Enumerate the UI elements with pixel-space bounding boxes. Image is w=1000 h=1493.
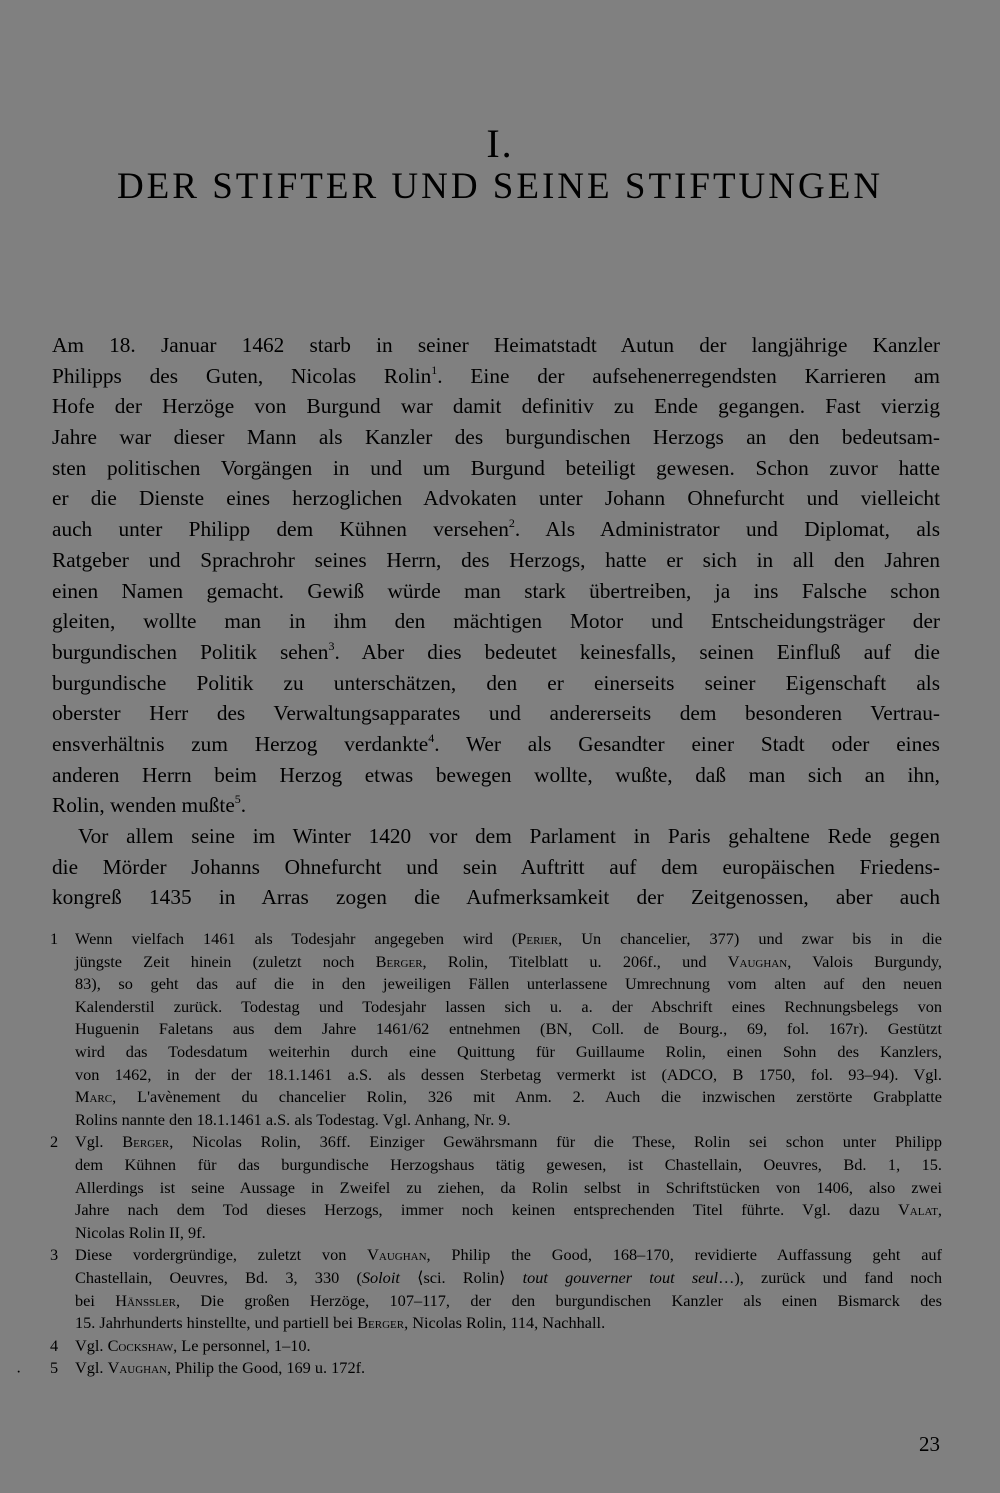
- footnote-4: [50, 1335, 942, 1358]
- body-line: [52, 545, 940, 576]
- text-segment: burgundischen Politik sehen: [52, 639, 329, 664]
- footnote-ref: 2: [508, 516, 515, 531]
- text-segment: , Philip the Good, 169 u. 172f.: [166, 1358, 366, 1378]
- text-segment: …), zurück und fand noch: [718, 1267, 943, 1287]
- text-segment: die Mörder Johanns Ohnefurcht und sein Auftritt auf dem europäischen Friedens-: [52, 854, 940, 879]
- text-segment: kongreß 1435 in Arras zogen die Aufmerksamkeit der Zeitgenossen, aber auch: [52, 885, 940, 910]
- quote-italic: tout gouverner tout seul: [522, 1267, 719, 1287]
- text-segment: einen Namen gemacht. Gewiß würde man stark übertreiben, ja ins Falsche schon: [52, 578, 940, 603]
- footnote-line: [75, 1290, 942, 1313]
- body-line: [52, 361, 940, 392]
- text-segment: , Philip the Good, 168–170, revidierte Auffassung geht auf: [426, 1245, 942, 1265]
- author-name: Berger: [357, 1313, 405, 1333]
- text-segment: Kalenderstil zurück. Todestag und Todesjahr lassen sich u. a. der Abschrift eines Rechnungsbelegs von: [75, 996, 942, 1016]
- footnote-number: 2: [50, 1132, 59, 1152]
- footnote-number: 1: [50, 929, 59, 948]
- text-segment: , Le personnel, 1–10.: [173, 1335, 311, 1355]
- footnote-line: [75, 1267, 942, 1290]
- footnote-line: [75, 1177, 942, 1200]
- text-segment: , Die großen Herzöge, 107–117, der den burgundischen Kanzler als einen Bismarck des: [175, 1290, 942, 1310]
- text-segment: oberster Herr des Verwaltungsapparates und andererseits dem besonderen Vertrau-: [52, 701, 940, 726]
- footnote-ref: 1: [431, 362, 438, 377]
- author-name: Vaughan: [367, 1245, 427, 1265]
- body-line: [52, 391, 940, 422]
- footnote-line: [75, 951, 942, 974]
- text-segment: Vor allem seine im Winter 1420 vor dem Parlament in Paris gehaltene Rede gegen: [78, 824, 940, 848]
- text-segment: , L'avènement du chancelier Rolin, 326 mit Anm. 2. Auch die inzwischen zerstörte Grabplatte: [112, 1087, 942, 1107]
- footnote-5: [50, 1357, 942, 1380]
- author-name: Berger: [122, 1132, 170, 1152]
- body-line: [52, 698, 940, 729]
- text-segment: Vgl.: [75, 1335, 108, 1355]
- text-segment: sten politischen Vorgängen in und um Burgund beteiligt gewesen. Schon zuvor hatte: [52, 455, 940, 480]
- text-segment: 83), so geht das auf die in den jeweiligen Fällen unterlassene Umrechnung vom alten auf den neuen: [75, 974, 942, 994]
- text-segment: , Rolin, Titelblatt u. 206f., und: [422, 951, 728, 971]
- text-segment: er die Dienste eines herzoglichen Advokaten unter Johann Ohnefurcht und vielleicht: [52, 486, 940, 511]
- footnote-line: [75, 1018, 942, 1041]
- quote-italic: Soloit: [361, 1267, 400, 1287]
- text-segment: Am 18. Januar 1462 starb in seiner Heimatstadt Autun der langjährige Kanzler: [52, 333, 940, 357]
- footnote-number: 4: [50, 1335, 59, 1355]
- text-segment: . Wer als Gesandter einer Stadt oder eines: [434, 731, 940, 756]
- body-line: [52, 330, 940, 361]
- text-segment: Jahre war dieser Mann als Kanzler des burgundischen Herzogs an den bedeutsam-: [52, 425, 940, 450]
- text-segment: . Eine der aufsehenerregendsten Karrieren am: [437, 363, 940, 388]
- text-segment: Nicolas Rolin II, 9f.: [75, 1222, 206, 1242]
- text-segment: , Nicolas Rolin, 36ff. Einziger Gewährsmann für die These, Rolin sei schon unter Philipp: [169, 1132, 942, 1152]
- author-name: Marc: [75, 1087, 113, 1107]
- text-segment: anderen Herrn beim Herzog etwas bewegen wollte, wußte, daß man sich an ihn,: [52, 762, 940, 787]
- footnote-line: [75, 973, 942, 996]
- footnote-line: [75, 1335, 942, 1358]
- footnote-line: [75, 1199, 942, 1222]
- text-segment: gleiten, wollte man in ihm den mächtigen Motor und Entscheidungsträger der: [52, 609, 940, 634]
- text-segment: auch unter Philipp dem Kühnen versehen: [52, 517, 509, 542]
- footnote-line: [75, 1064, 942, 1087]
- text-segment: , Un chancelier, 377) und zwar bis in die: [558, 929, 942, 948]
- text-segment: 15. Jahrhunderts hinstellte, und partiell bei: [75, 1313, 358, 1333]
- footnote-3: [50, 1244, 942, 1334]
- body-line: [52, 790, 940, 821]
- footnote-line: [75, 1131, 942, 1154]
- text-segment: Vgl.: [75, 1358, 108, 1378]
- text-segment: ensverhältnis zum Herzog verdankte: [52, 731, 429, 756]
- body-line: [52, 821, 940, 852]
- footnote-2: [50, 1131, 942, 1244]
- text-segment: Jahre nach dem Tod dieses Herzogs, immer noch keinen entsprechenden Titel führte. Vgl. dazu: [75, 1200, 899, 1220]
- text-segment: Rolins nannte den 18.1.1461 a.S. als Todestag. Vgl. Anhang, Nr. 9.: [75, 1109, 511, 1129]
- text-segment: Ratgeber und Sprachrohr seines Herrn, des Herzogs, hatte er sich in all den Jahren: [52, 547, 940, 572]
- body-line: [52, 453, 940, 484]
- footnote-ref: 3: [328, 638, 335, 653]
- footnote-line: [75, 928, 942, 951]
- text-segment: von 1462, in der der 18.1.1461 a.S. als dessen Sterbetag vermerkt ist (ADCO, B 1750, fol. 93–94). Vgl.: [75, 1064, 942, 1084]
- text-segment: Hofe der Herzöge von Burgund war damit definitiv zu Ende gegangen. Fast vierzig: [52, 394, 940, 419]
- body-line: [52, 576, 940, 607]
- footnote-line: [75, 1154, 942, 1177]
- body-line: [52, 606, 940, 637]
- footnote-ref: 4: [428, 730, 435, 745]
- text-segment: bei: [75, 1290, 116, 1310]
- body-line: [52, 422, 940, 453]
- footnotes: [50, 928, 942, 1380]
- body-line: [52, 637, 940, 668]
- text-segment: Philipps des Guten, Nicolas Rolin: [52, 363, 432, 388]
- footnote-line: [75, 1086, 942, 1109]
- footnote-line: [75, 1222, 942, 1245]
- chapter-number: I.: [486, 121, 514, 166]
- text-segment: . Aber dies bedeutet keinesfalls, seinen Einfluß auf die: [334, 639, 941, 664]
- footnote-line: [75, 1312, 942, 1335]
- text-segment: wird das Todesdatum weiterhin durch eine Quittung für Guillaume Rolin, einen Sohn des Kanzlers,: [75, 1041, 942, 1061]
- body-line: [52, 729, 940, 760]
- body-line: [52, 882, 940, 913]
- body-line: [52, 668, 940, 699]
- text-segment: Diese vordergründige, zuletzt von: [75, 1245, 368, 1265]
- margin-mark: ·: [16, 1364, 22, 1381]
- text-segment: Wenn vielfach 1461 als Todesjahr angegeben wird (: [75, 929, 518, 948]
- footnote-line: [75, 1244, 942, 1267]
- author-name: Perier: [517, 929, 559, 948]
- author-name: Vaughan: [727, 951, 788, 971]
- footnote-line: [75, 1041, 942, 1064]
- footnote-line: [75, 996, 942, 1019]
- footnote-number: 3: [50, 1245, 59, 1265]
- body-line: [52, 514, 940, 545]
- author-name: Berger: [375, 951, 423, 971]
- text-segment: Huguenin Faletans aus dem Jahre 1461/62 entnehmen (BN, Coll. de Bourg., 69, fol. 167r). Gestützt: [75, 1019, 942, 1039]
- body-line: [52, 852, 940, 883]
- text-segment: . Als Administrator und Diplomat, als: [514, 517, 940, 542]
- body-line: [52, 483, 940, 514]
- author-name: Valat: [898, 1200, 938, 1220]
- text-segment: ,: [937, 1200, 942, 1220]
- text-segment: , Valois Burgundy,: [787, 951, 942, 971]
- footnote-line: [75, 1357, 942, 1380]
- text-segment: , Nicolas Rolin, 114, Nachhall.: [404, 1313, 606, 1333]
- text-segment: .: [240, 793, 247, 818]
- text-segment: Rolin, wenden mußte: [52, 793, 235, 818]
- text-segment: jüngste Zeit hinein (zuletzt noch: [75, 951, 376, 971]
- chapter-title: DER STIFTER UND SEINE STIFTUNGEN: [116, 166, 884, 207]
- author-name: Hänssler: [115, 1290, 176, 1310]
- author-name: Cockshaw: [107, 1335, 174, 1355]
- text-segment: Allerdings ist seine Aussage in Zweifel zu ziehen, da Rolin selbst in Schriftstücken von 1406, also zwei: [75, 1177, 942, 1197]
- footnote-number: 5: [50, 1358, 59, 1378]
- footnote-1: [50, 928, 942, 1131]
- page-number: 23: [919, 1432, 940, 1456]
- text-segment: dem Kühnen für das burgundische Herzogshaus tätig gewesen, ist Chastellain, Oeuvres, Bd. 1, 15.: [75, 1154, 942, 1174]
- text-segment: ⟨sci. Rolin⟩: [399, 1267, 523, 1287]
- footnote-line: [75, 1109, 942, 1132]
- footnote-ref: 5: [234, 792, 241, 807]
- text-segment: burgundische Politik zu unterschätzen, den er einerseits seiner Eigenschaft als: [52, 670, 940, 695]
- text-segment: Vgl.: [75, 1132, 123, 1152]
- body-line: [52, 760, 940, 791]
- text-segment: Chastellain, Oeuvres, Bd. 3, 330 (: [75, 1267, 362, 1287]
- body-text: [52, 330, 940, 913]
- author-name: Vaughan: [107, 1358, 167, 1378]
